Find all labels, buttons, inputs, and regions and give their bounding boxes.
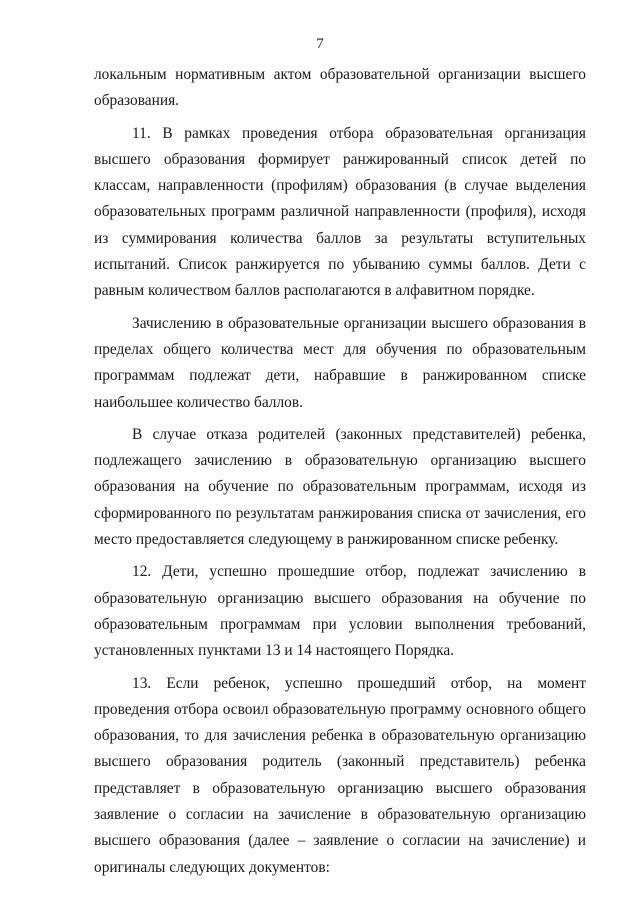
paragraph-item-11: 11. В рамках проведения отбора образовательная организация высшего образования формирует ранжированный список детей по классам, направленности (профилям) образования (в случае выделения образовательных программ различной направленности (профиля), исходя из суммирования количества баллов за результаты вступительных испытаний. Список ранжируется по убыванию суммы баллов. Дети с равным количеством баллов располагаются в алфавитном порядке.	[94, 124, 586, 300]
paragraph-enrollment-limit: Зачислению в образовательные организации высшего образования в пределах общего количества мест для обучения по образовательным программам подлежат дети, набравшие в ранжированном списке наибольшее количество баллов.	[94, 314, 586, 411]
paragraph-parent-refusal: В случае отказа родителей (законных представителей) ребенка, подлежащего зачислению в образовательную организацию высшего образования на обучение по образовательным программам, исходя из сформированного по результатам ранжирования списка от зачисления, его место предоставляется следующему в ранжированном списке ребенку.	[94, 425, 586, 549]
paragraph-item-13: 13. Если ребенок, успешно прошедший отбор, на момент проведения отбора освоил образовательную программу основного общего образования, то для зачисления ребенка в образовательную организацию высшего образования родитель (законный представитель) ребенка представляет в образовательную организацию высшего образования заявление о согласии на зачисление в образовательную организацию высшего образования (далее – заявление о согласии на зачисление) и оригиналы следующих документов:	[94, 674, 586, 876]
page-number: 7	[316, 36, 324, 52]
paragraph-continuation: локальным нормативным актом образовательной организации высшего образования.	[94, 66, 586, 110]
paragraph-item-12: 12. Дети, успешно прошедшие отбор, подлежат зачислению в образовательную организацию высшего образования на обучение по образовательным программам при условии выполнения требований, установленных пунктами 13 и 14 настоящего Порядка.	[94, 563, 586, 660]
document-body	[94, 62, 586, 881]
